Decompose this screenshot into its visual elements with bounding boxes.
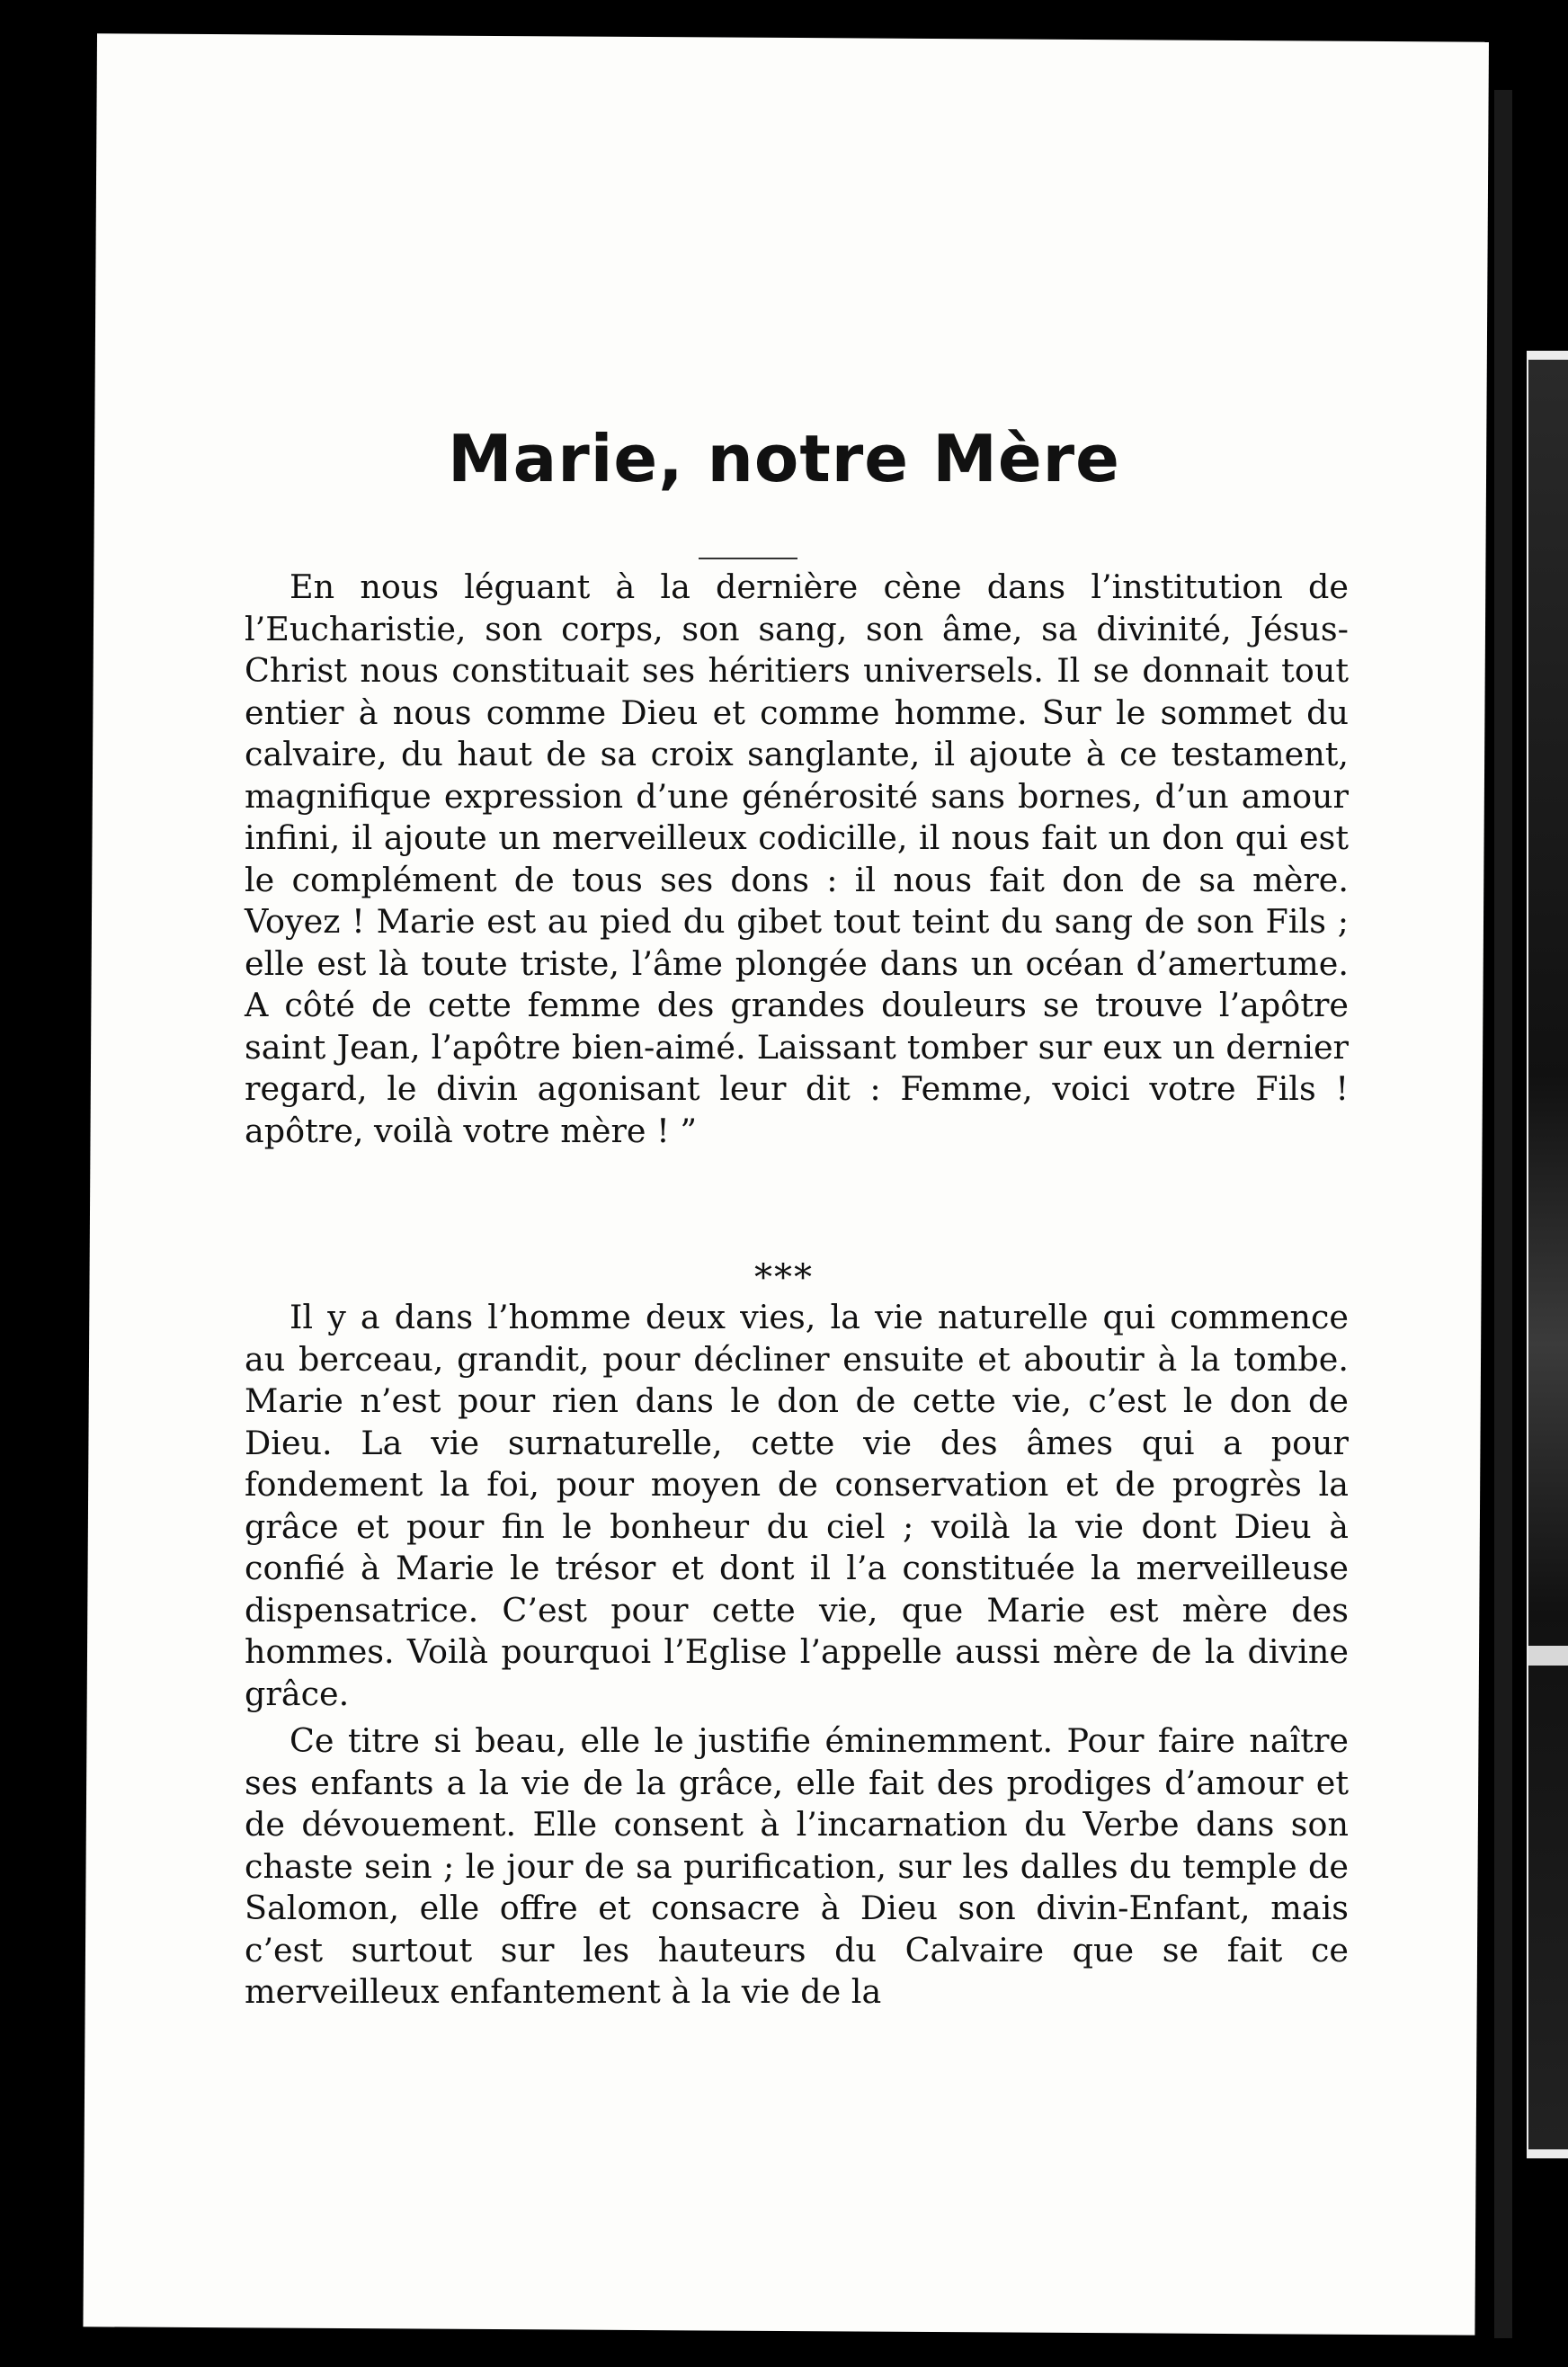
section-1 xyxy=(245,567,1349,1152)
paragraph: En nous léguant à la dernière cène dans l’institution de l’Eucharistie, son corps, son sang, son âme, sa divinité, Jésus-Christ nous constituait ses héritiers universels. Il se donnait tout entier à nous comme Dieu et comme homme. Sur le sommet du calvaire, du haut de sa croix sanglante, il ajoute à ce testament, magnifique expression d’une générosité sans bornes, d’un amour infini, il ajoute un merveilleux codicille, il nous fait un don qui est le complément de tous ses dons : il nous fait don de sa mère. Voyez ! Marie est au pied du gibet tout teint du sang de son Fils ; elle est là toute triste, l’âme plongée dans un océan d’amertume. A côté de cette femme des grandes douleurs se trouve l’apôtre saint Jean, l’apôtre bien-aimé. Laissant tomber sur eux un dernier regard, le divin agonisant leur dit : Femme, voici votre Fils ! apôtre, voilà votre mère ! ” xyxy=(245,567,1349,1150)
page-title: Marie, notre Mère xyxy=(447,421,1121,496)
section-separator: *** xyxy=(754,1257,814,1299)
adjacent-page-band xyxy=(1528,1646,1568,1666)
paragraph: Il y a dans l’homme deux vies, la vie naturelle qui commence au berceau, grandit, pour décliner ensuite et aboutir à la tombe. Marie n’est pour rien dans le don de cette vie, c’est le don de Dieu. La vie surnaturelle, cette vie des âmes qui a pour fondement la foi, pour moyen de conservation et de progrès la grâce et pour fin le bonheur du ciel ; voilà la vie dont Dieu à confié à Marie le trésor et dont il l’a constituée la merveilleuse dispensatrice. C’est pour cette vie, que Marie est mère des hommes. Voilà pourquoi l’Eglise l’appelle aussi mère de la divine grâce. xyxy=(245,1298,1349,1713)
paragraph: Ce titre si beau, elle le justifie éminemment. Pour faire naître ses enfants a la vie de la grâce, elle fait des prodiges d’amour et de dévouement. Elle consent à l’incarnation du Verbe dans son chaste sein ; le jour de sa purification, sur les dalles du temple de Salomon, elle offre et consacre à Dieu son divin-Enfant, mais c’est surtout sur les hauteurs du Calvaire que se fait ce merveilleux enfantement à la vie de la xyxy=(245,1721,1349,2011)
title-divider xyxy=(699,558,797,559)
adjacent-page-image xyxy=(1528,360,1568,2149)
section-2 xyxy=(245,1297,1349,2014)
